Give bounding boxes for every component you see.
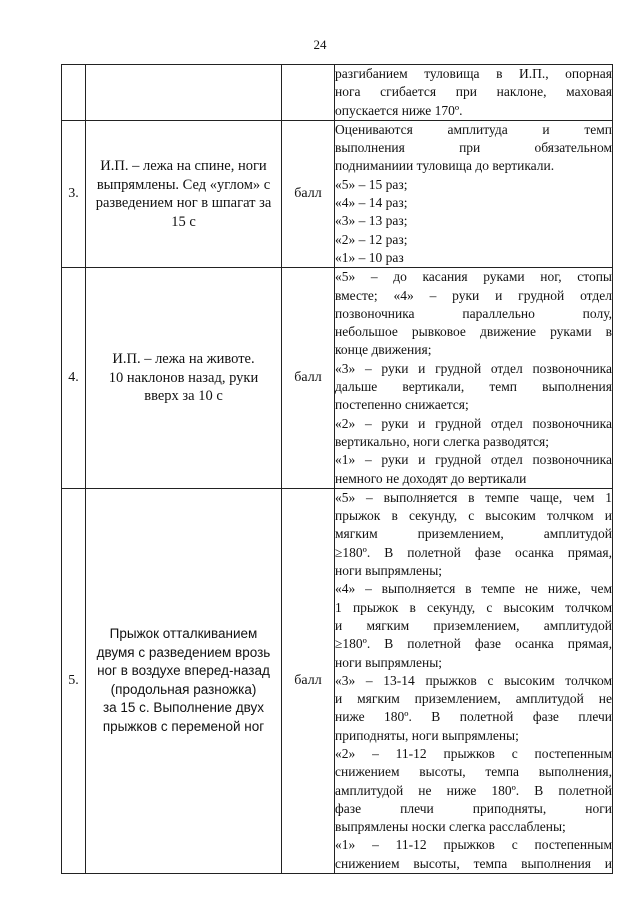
- criteria-line: нога сгибается при наклоне, маховая: [335, 84, 612, 100]
- page-number: 24: [313, 37, 327, 52]
- criteria-line: выполнения при обязательном: [335, 140, 612, 156]
- criteria-line: мягким приземлением, амплитудой: [335, 526, 612, 542]
- title-line: за 15 с. Выполнение двух: [102, 700, 265, 716]
- criteria-cell: [335, 120, 613, 267]
- criteria-cell: [335, 65, 613, 121]
- criteria-line: «2» – 11-12 прыжков с постепенным: [335, 745, 612, 761]
- table-row: [62, 268, 613, 489]
- criteria-line: «1» – 10 раз: [335, 249, 404, 265]
- criteria-line: «1» – руки и грудной отдел позвоночника: [335, 452, 612, 468]
- table-row: [62, 488, 613, 873]
- title-line: И.П. – лежа на животе.: [112, 351, 255, 368]
- exercise-title: [86, 65, 282, 121]
- criteria-line: «4» – 14 раз;: [335, 195, 408, 211]
- criteria-line: «4» – выполняется в темпе не ниже, чем: [335, 581, 612, 597]
- criteria-line: «5» – до касания руками ног, стопы: [335, 269, 612, 285]
- title-line: ног в воздухе вперед-назад: [97, 663, 270, 679]
- criteria-line: немного не доходят до вертикали: [335, 470, 527, 486]
- criteria-line: фазе плечи приподняты, ноги: [335, 800, 612, 816]
- criteria-line: «2» – руки и грудной отдел позвоночника: [335, 415, 612, 431]
- criteria-cell: [335, 488, 613, 873]
- title-line: разведением ног в шпагат за: [95, 195, 272, 212]
- criteria-line: амплитудой не ниже 180º. В полетной: [335, 782, 612, 798]
- criteria-line: снижением высоты, темпа выполнения,: [335, 764, 612, 780]
- criteria-line: и мягким приземлением, амплитудой: [335, 617, 612, 633]
- title-line: 10 наклонов назад, руки: [108, 369, 259, 386]
- criteria-line: ≥180º. В полетной фазе осанка прямая,: [335, 636, 612, 652]
- criteria-line: «3» – 13-14 прыжков с высоким толчком: [335, 672, 612, 688]
- criteria-line: «2» – 12 раз;: [335, 231, 408, 247]
- table-row: [62, 120, 613, 267]
- criteria-line: ниже 180º. В полетной фазе плечи: [335, 709, 612, 725]
- criteria-line: 1 прыжок в секунду, с высоким толчком: [335, 599, 612, 615]
- unit-cell: [282, 65, 335, 121]
- row-number: [62, 65, 86, 121]
- criteria-line: и мягким приземлением, амплитудой не: [335, 691, 612, 707]
- criteria-line: ноги выпрямлены;: [335, 654, 443, 670]
- criteria-line: постепенно снижается;: [335, 397, 469, 413]
- title-line: И.П. – лежа на спине, ноги: [100, 158, 267, 175]
- criteria-line: ≥180º. В полетной фазе осанка прямая,: [335, 544, 612, 560]
- criteria-line: Оцениваются амплитуда и темп: [335, 121, 612, 137]
- criteria-line: вместе; «4» – руки и грудной отдел: [335, 287, 612, 303]
- title-line: (продольная разножка): [110, 681, 257, 697]
- criteria-line: прыжок в секунду, с высоким толчком и: [335, 508, 612, 524]
- criteria-line: «1» – 11-12 прыжков с постепенным: [335, 837, 612, 853]
- unit-cell: балл: [282, 488, 335, 873]
- criteria-line: конце движения;: [335, 342, 432, 358]
- criteria-line: «3» – 13 раз;: [335, 213, 408, 229]
- criteria-line: приподняты, ноги выпрямлены;: [335, 727, 519, 743]
- unit-cell: балл: [282, 268, 335, 489]
- criteria-line: подниманиии туловища до вертикали.: [335, 158, 555, 174]
- criteria-line: разгибанием туловища в И.П., опорная: [335, 66, 612, 81]
- row-number: 5.: [62, 488, 86, 873]
- title-line: выпрямлены. Сед «углом» с: [96, 176, 271, 193]
- criteria-line: снижением высоты, темпа выполнения и: [335, 855, 612, 871]
- exercise-title: [86, 268, 282, 489]
- criteria-line: ноги выпрямлены;: [335, 563, 443, 579]
- criteria-line: «5» – выполняется в темпе чаще, чем 1: [335, 489, 612, 505]
- row-number: 3.: [62, 120, 86, 267]
- table-row: [62, 65, 613, 121]
- exercise-title: [86, 488, 282, 873]
- title-line: вверх за 10 с: [144, 388, 223, 405]
- exercise-title: [86, 120, 282, 267]
- title-line: 15 с: [171, 213, 196, 230]
- criteria-line: небольшое рывковое движение руками в: [335, 324, 612, 340]
- criteria-line: выпрямлены носки слегка расслаблены;: [335, 819, 566, 835]
- assessment-table: [61, 64, 613, 874]
- criteria-line: вертикально, ноги слегка разводятся;: [335, 433, 549, 449]
- criteria-line: позвоночника параллельно полу,: [335, 305, 612, 321]
- title-line: двумя с разведением врозь: [96, 644, 271, 660]
- unit-cell: балл: [282, 120, 335, 267]
- criteria-cell: [335, 268, 613, 489]
- criteria-line: опускается ниже 170º.: [335, 102, 463, 118]
- title-line: Прыжок отталкиванием: [109, 626, 258, 642]
- criteria-line: «3» – руки и грудной отдел позвоночника: [335, 360, 612, 376]
- criteria-line: дальше вертикали, темп выполнения: [335, 379, 612, 395]
- row-number: 4.: [62, 268, 86, 489]
- title-line: прыжков с переменой ног: [102, 718, 265, 734]
- criteria-line: «5» – 15 раз;: [335, 176, 408, 192]
